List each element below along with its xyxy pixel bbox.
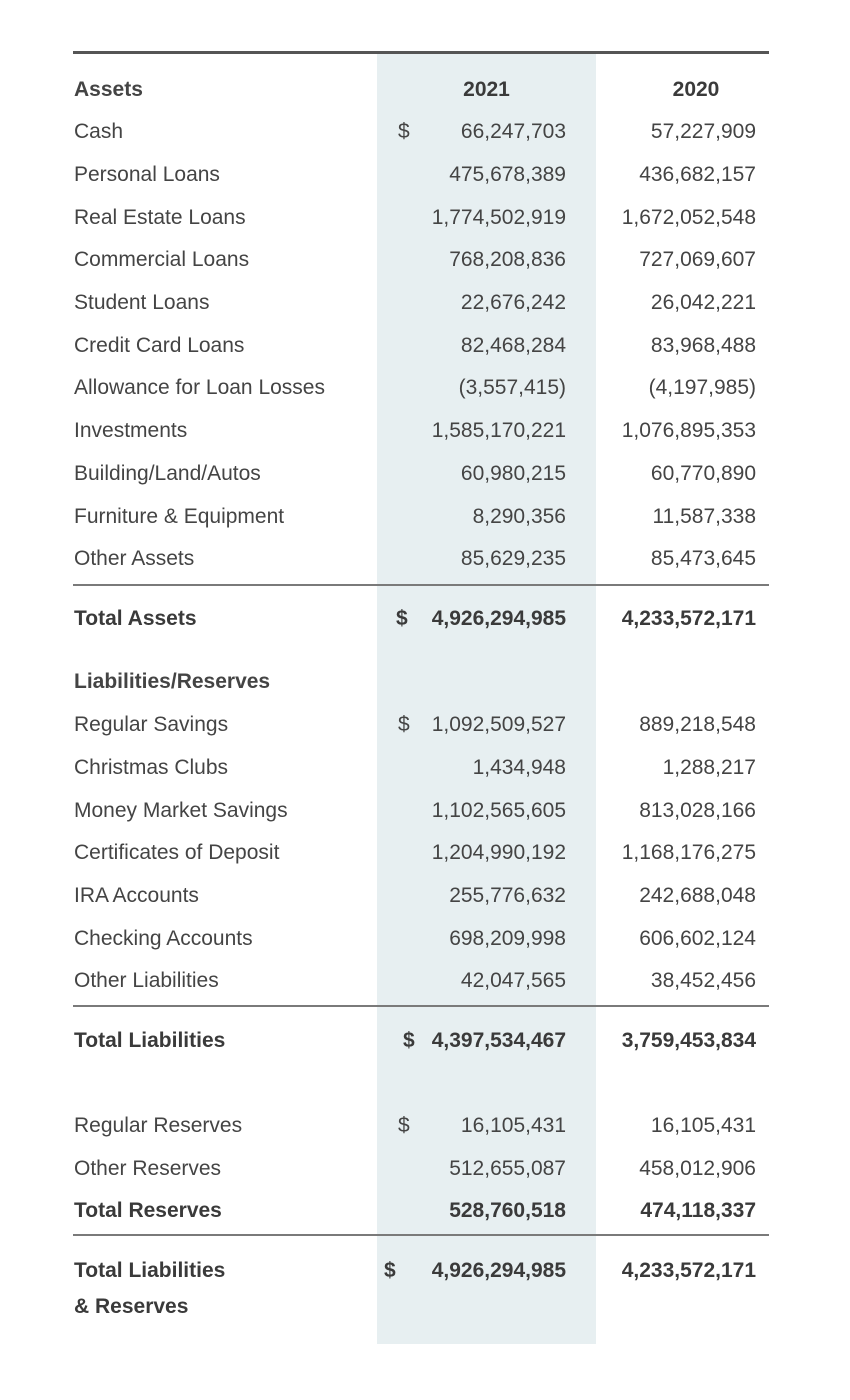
dollar-sign: $ — [396, 607, 408, 630]
grand-total-row — [0, 1256, 850, 1318]
table-row — [0, 838, 850, 868]
liabilities-section-row — [0, 667, 850, 697]
year-2020-header: 2020 — [672, 78, 720, 101]
row-label-continuation: & Reserves — [74, 1295, 189, 1318]
row-label: Investments — [74, 419, 188, 442]
value-2021: 1,774,502,919 — [431, 206, 566, 229]
value-2021: 768,208,836 — [449, 248, 566, 271]
table-row — [0, 459, 850, 489]
row-label: Commercial Loans — [74, 248, 250, 271]
total-liabilities-rule — [73, 1005, 769, 1007]
row-label: Money Market Savings — [74, 799, 288, 822]
row-label: Total Reserves — [74, 1199, 222, 1222]
row-label: Student Loans — [74, 291, 210, 314]
value-2020: 57,227,909 — [650, 120, 756, 143]
value-2020: 3,759,453,834 — [621, 1029, 756, 1052]
row-label: Other Reserves — [74, 1157, 222, 1180]
total-assets-row — [0, 604, 850, 634]
value-2021: 16,105,431 — [460, 1114, 566, 1137]
value-2020: 4,233,572,171 — [621, 1259, 756, 1282]
row-label: Total Liabilities — [74, 1029, 226, 1052]
year-2021-header: 2021 — [463, 78, 510, 101]
row-label: Checking Accounts — [74, 927, 253, 950]
table-row — [0, 331, 850, 361]
value-2021: 42,047,565 — [460, 969, 566, 992]
table-row — [0, 502, 850, 532]
value-2020: 727,069,607 — [639, 248, 756, 271]
row-label: Furniture & Equipment — [74, 505, 285, 528]
total-liabilities-row — [0, 1026, 850, 1056]
row-label: Regular Savings — [74, 713, 229, 736]
value-2020: 436,682,157 — [639, 163, 756, 186]
top-rule — [73, 51, 769, 54]
liabilities-section-label: Liabilities/Reserves — [74, 670, 271, 693]
value-2020: 242,688,048 — [639, 884, 756, 907]
row-label: IRA Accounts — [74, 884, 199, 907]
row-label: Allowance for Loan Losses — [74, 376, 325, 399]
value-2020: 85,473,645 — [650, 547, 756, 570]
value-2021: 8,290,356 — [472, 505, 566, 528]
value-2020: 4,233,572,171 — [621, 607, 756, 630]
table-row — [0, 160, 850, 190]
table-row — [0, 966, 850, 996]
value-2021: (3,557,415) — [458, 376, 566, 399]
table-row — [0, 373, 850, 403]
value-2020: 11,587,338 — [652, 505, 756, 528]
dollar-sign: $ — [403, 1029, 415, 1052]
column-header-row — [0, 75, 850, 105]
value-2020: 813,028,166 — [639, 799, 756, 822]
value-2020: 60,770,890 — [650, 462, 756, 485]
row-label: Credit Card Loans — [74, 334, 245, 357]
value-2021: 4,926,294,985 — [431, 1259, 566, 1282]
row-label: Real Estate Loans — [74, 206, 246, 229]
value-2020: 1,288,217 — [662, 756, 756, 779]
value-2020: 1,672,052,548 — [621, 206, 756, 229]
row-label: Christmas Clubs — [74, 756, 229, 779]
assets-section-label: Assets — [74, 78, 143, 101]
value-2020: 38,452,456 — [650, 969, 756, 992]
value-2021: 255,776,632 — [449, 884, 566, 907]
table-row — [0, 1111, 850, 1141]
value-2020: 26,042,221 — [650, 291, 756, 314]
value-2021: 475,678,389 — [449, 163, 566, 186]
value-2021: 1,585,170,221 — [431, 419, 566, 442]
dollar-sign: $ — [398, 1114, 410, 1137]
value-2021: 1,434,948 — [472, 756, 566, 779]
row-label: Other Liabilities — [74, 969, 219, 992]
row-label: Cash — [74, 120, 124, 143]
table-row — [0, 288, 850, 318]
value-2021: 4,926,294,985 — [431, 607, 566, 630]
total-reserves-row — [0, 1196, 850, 1226]
dollar-sign: $ — [398, 713, 410, 736]
table-row — [0, 924, 850, 954]
value-2020: (4,197,985) — [648, 376, 756, 399]
table-row — [0, 544, 850, 574]
row-label: Other Assets — [74, 547, 195, 570]
value-2020: 1,076,895,353 — [621, 419, 756, 442]
value-2020: 83,968,488 — [650, 334, 756, 357]
table-row — [0, 1154, 850, 1184]
value-2021: 528,760,518 — [449, 1199, 566, 1222]
value-2021: 698,209,998 — [449, 927, 566, 950]
row-label: Total Liabilities — [74, 1259, 226, 1282]
value-2020: 474,118,337 — [640, 1199, 756, 1222]
row-label: Personal Loans — [74, 163, 220, 186]
row-label: Building/Land/Autos — [74, 462, 261, 485]
grand-total-rule — [73, 1234, 769, 1236]
table-row — [0, 203, 850, 233]
value-2021: 85,629,235 — [460, 547, 566, 570]
row-label: Total Assets — [74, 607, 197, 630]
table-row — [0, 416, 850, 446]
row-label: Regular Reserves — [74, 1114, 243, 1137]
value-2021: 22,676,242 — [460, 291, 566, 314]
value-2021: 60,980,215 — [460, 462, 566, 485]
value-2021: 66,247,703 — [460, 120, 566, 143]
dollar-sign: $ — [398, 120, 410, 143]
dollar-sign: $ — [384, 1259, 396, 1282]
value-2021: 1,092,509,527 — [431, 713, 566, 736]
table-row — [0, 245, 850, 275]
value-2021: 512,655,087 — [449, 1157, 566, 1180]
value-2021: 1,204,990,192 — [431, 841, 566, 864]
total-assets-rule — [73, 584, 769, 586]
table-row — [0, 117, 850, 147]
row-label: Certificates of Deposit — [74, 841, 280, 864]
table-row — [0, 710, 850, 740]
value-2021: 1,102,565,605 — [431, 799, 566, 822]
value-2021: 4,397,534,467 — [431, 1029, 566, 1052]
value-2020: 16,105,431 — [650, 1114, 756, 1137]
value-2020: 458,012,906 — [639, 1157, 756, 1180]
table-row — [0, 881, 850, 911]
table-row — [0, 753, 850, 783]
value-2021: 82,468,284 — [460, 334, 566, 357]
table-row — [0, 796, 850, 826]
value-2020: 606,602,124 — [639, 927, 756, 950]
value-2020: 1,168,176,275 — [621, 841, 756, 864]
value-2020: 889,218,548 — [639, 713, 756, 736]
